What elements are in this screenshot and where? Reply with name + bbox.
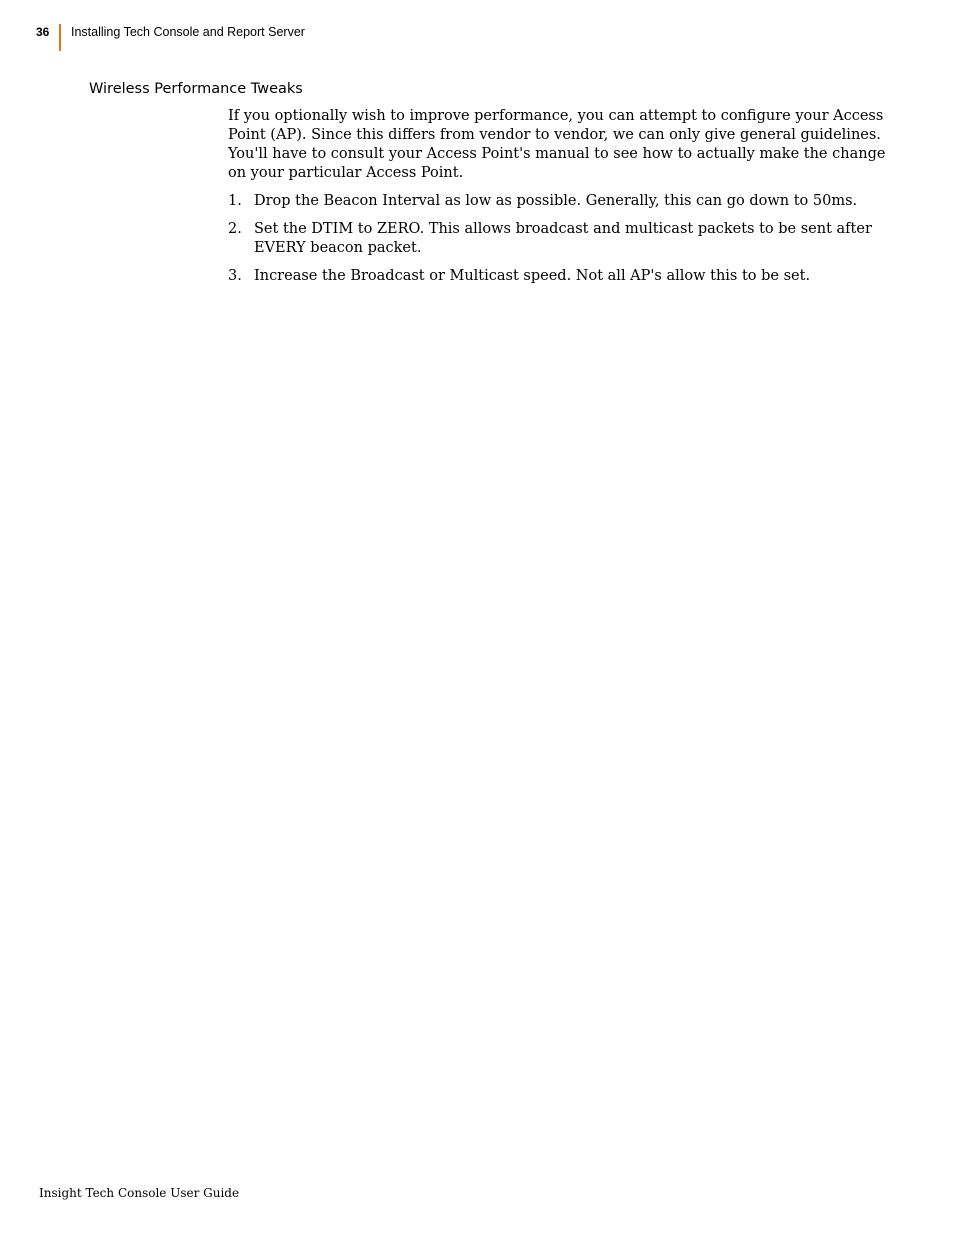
step-number: 3. (228, 268, 242, 284)
list-item (228, 220, 898, 258)
page-header (36, 22, 736, 52)
page-number: 36 (36, 25, 50, 39)
section-body (228, 107, 898, 295)
list-item (228, 192, 898, 211)
intro-paragraph: If you optionally wish to improve performance, you can attempt to configure your Access Point (AP). Since this differs from vendor to vendor, we can only give general guidelines. You'll have to consult your Access Point's manual to see how to actually make the change on your particular Access Point. (228, 108, 886, 181)
section-heading: Wireless Performance Tweaks (89, 81, 303, 97)
running-head: Installing Tech Console and Report Server (71, 25, 305, 39)
page-footer: Insight Tech Console User Guide (39, 1186, 240, 1200)
step-number: 1. (228, 193, 242, 209)
step-text: Set the DTIM to ZERO. This allows broadcast and multicast packets to be sent after EVERY beacon packet. (254, 221, 872, 256)
header-divider (59, 24, 61, 51)
step-text: Drop the Beacon Interval as low as possible. Generally, this can go down to 50ms. (254, 193, 858, 209)
step-number: 2. (228, 221, 242, 237)
steps-list (228, 192, 898, 286)
step-text: Increase the Broadcast or Multicast speed. Not all AP's allow this to be set. (254, 268, 811, 284)
list-item (228, 267, 898, 286)
